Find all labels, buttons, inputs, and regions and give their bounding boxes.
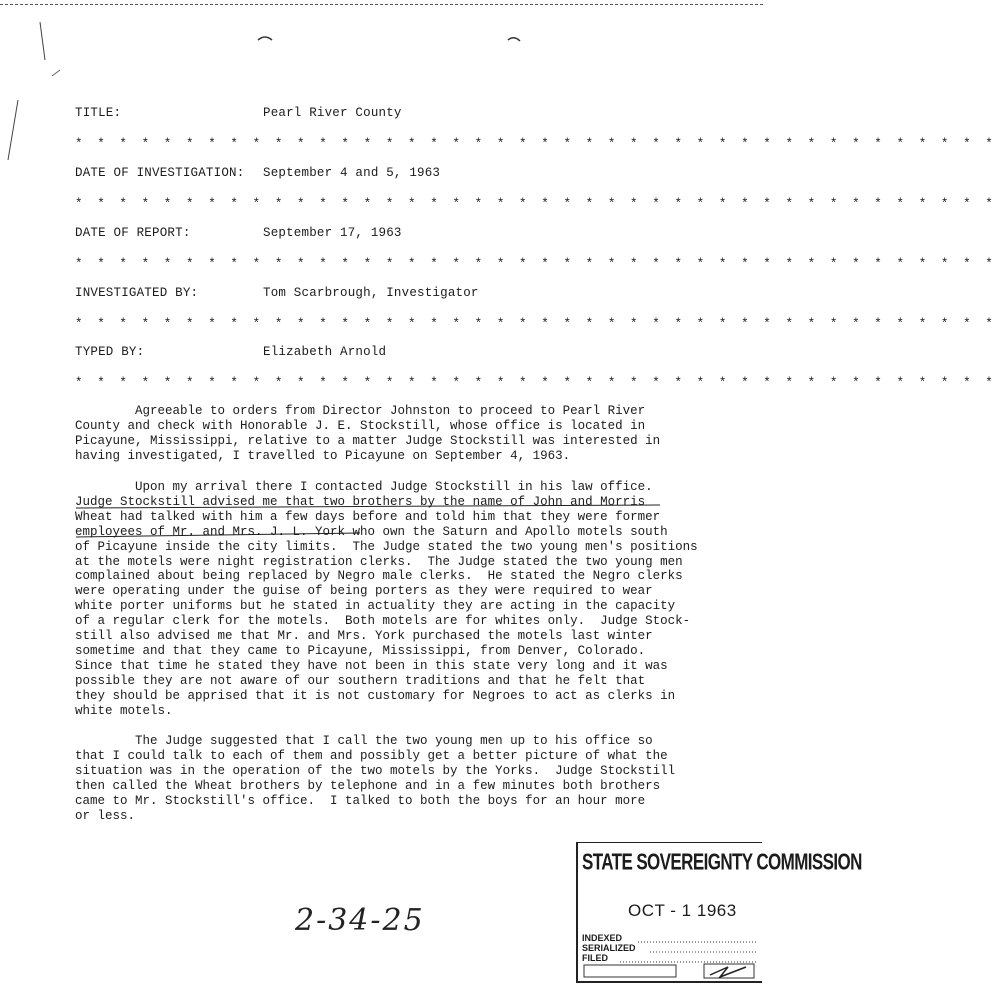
stamp-serialized-label: SERIALIZED <box>582 943 636 953</box>
separator-stars: * * * * * * * * * * * * * * * * * * * * * * * * * * * * * * * * * * * * * * * * * * <box>75 376 996 390</box>
paragraph-1: Agreeable to orders from Director Johnston to proceed to Pearl River County and check with Honorable J. E. Stockstill, whose office is located in Picayune, Mississippi, relative to a matter Judge Stockstill was interested in having investigated, I travelled to Picayune on September 4, 1963. <box>75 404 661 463</box>
separator-stars: * * * * * * * * * * * * * * * * * * * * * * * * * * * * * * * * * * * * * * * * * * <box>75 257 996 271</box>
stamp-lines <box>578 843 862 981</box>
separator-stars: * * * * * * * * * * * * * * * * * * * * * * * * * * * * * * * * * * * * * * * * * * <box>75 317 996 331</box>
stamp-date: OCT - 1 1963 <box>628 901 737 920</box>
date-of-report-value: September 17, 1963 <box>263 226 402 240</box>
stamp-indexed-label: INDEXED <box>582 933 623 943</box>
date-of-investigation-label: DATE OF INVESTIGATION: <box>75 166 245 180</box>
title-value: Pearl River County <box>263 106 402 120</box>
commission-stamp <box>576 842 862 983</box>
typed-by-label: TYPED BY: <box>75 345 145 359</box>
typed-by-value: Elizabeth Arnold <box>263 345 387 359</box>
investigated-by-value: Tom Scarbrough, Investigator <box>263 286 479 300</box>
date-of-investigation-value: September 4 and 5, 1963 <box>263 166 441 180</box>
stamp-title: STATE SOVEREIGNTY COMMISSION <box>582 849 862 875</box>
separator-stars: * * * * * * * * * * * * * * * * * * * * * * * * * * * * * * * * * * * * * * * * * * <box>75 137 996 151</box>
paragraph-2: Upon my arrival there I contacted Judge Stockstill in his law office. Judge Stockstill advised me that two brothers by the name of John and Morris Wheat had talked with him a few days before and told him that they were former employees of Mr. and Mrs. J. L. York who own the Saturn and Apollo motels south of Picayune inside the city limits. The Judge stated the two young men's positions at the motels were night registration clerks. The Judge stated the two young men complained about being replaced by Negro male clerks. He stated the Negro clerks were operating under the guise of being porters as they were required to wear white porter uniforms but he stated in actuality they are acting in the capacity of a regular clerk for the motels. Both motels are for whites only. Judge Stock- still also advised me that Mr. and Mrs. York purchased the motels last winter sometime and that they came to Picayune, Mississippi, from Denver, Colorado. Since that time he stated they have not been in this state very long and it was possible they are not aware of our southern traditions and that he felt that they should be apprised that it is not customary for Negroes to act as clerks in white motels. <box>75 480 698 718</box>
separator-stars: * * * * * * * * * * * * * * * * * * * * * * * * * * * * * * * * * * * * * * * * * * <box>75 197 996 211</box>
stamp-filed-label: FILED <box>582 953 608 963</box>
paragraph-3: The Judge suggested that I call the two young men up to his office so that I could talk to each of them and possibly get a better picture of what the situation was in the operation of the two motels by the Yorks. Judge Stockstill then called the Wheat brothers by telephone and in a few minutes both brothers came to Mr. Stockstill's office. I talked to both the boys for an hour more or less. <box>75 734 676 823</box>
title-label: TITLE: <box>75 106 122 120</box>
handwritten-file-number: 2-34-25 <box>295 903 425 938</box>
date-of-report-label: DATE OF REPORT: <box>75 226 191 240</box>
investigated-by-label: INVESTIGATED BY: <box>75 286 199 300</box>
